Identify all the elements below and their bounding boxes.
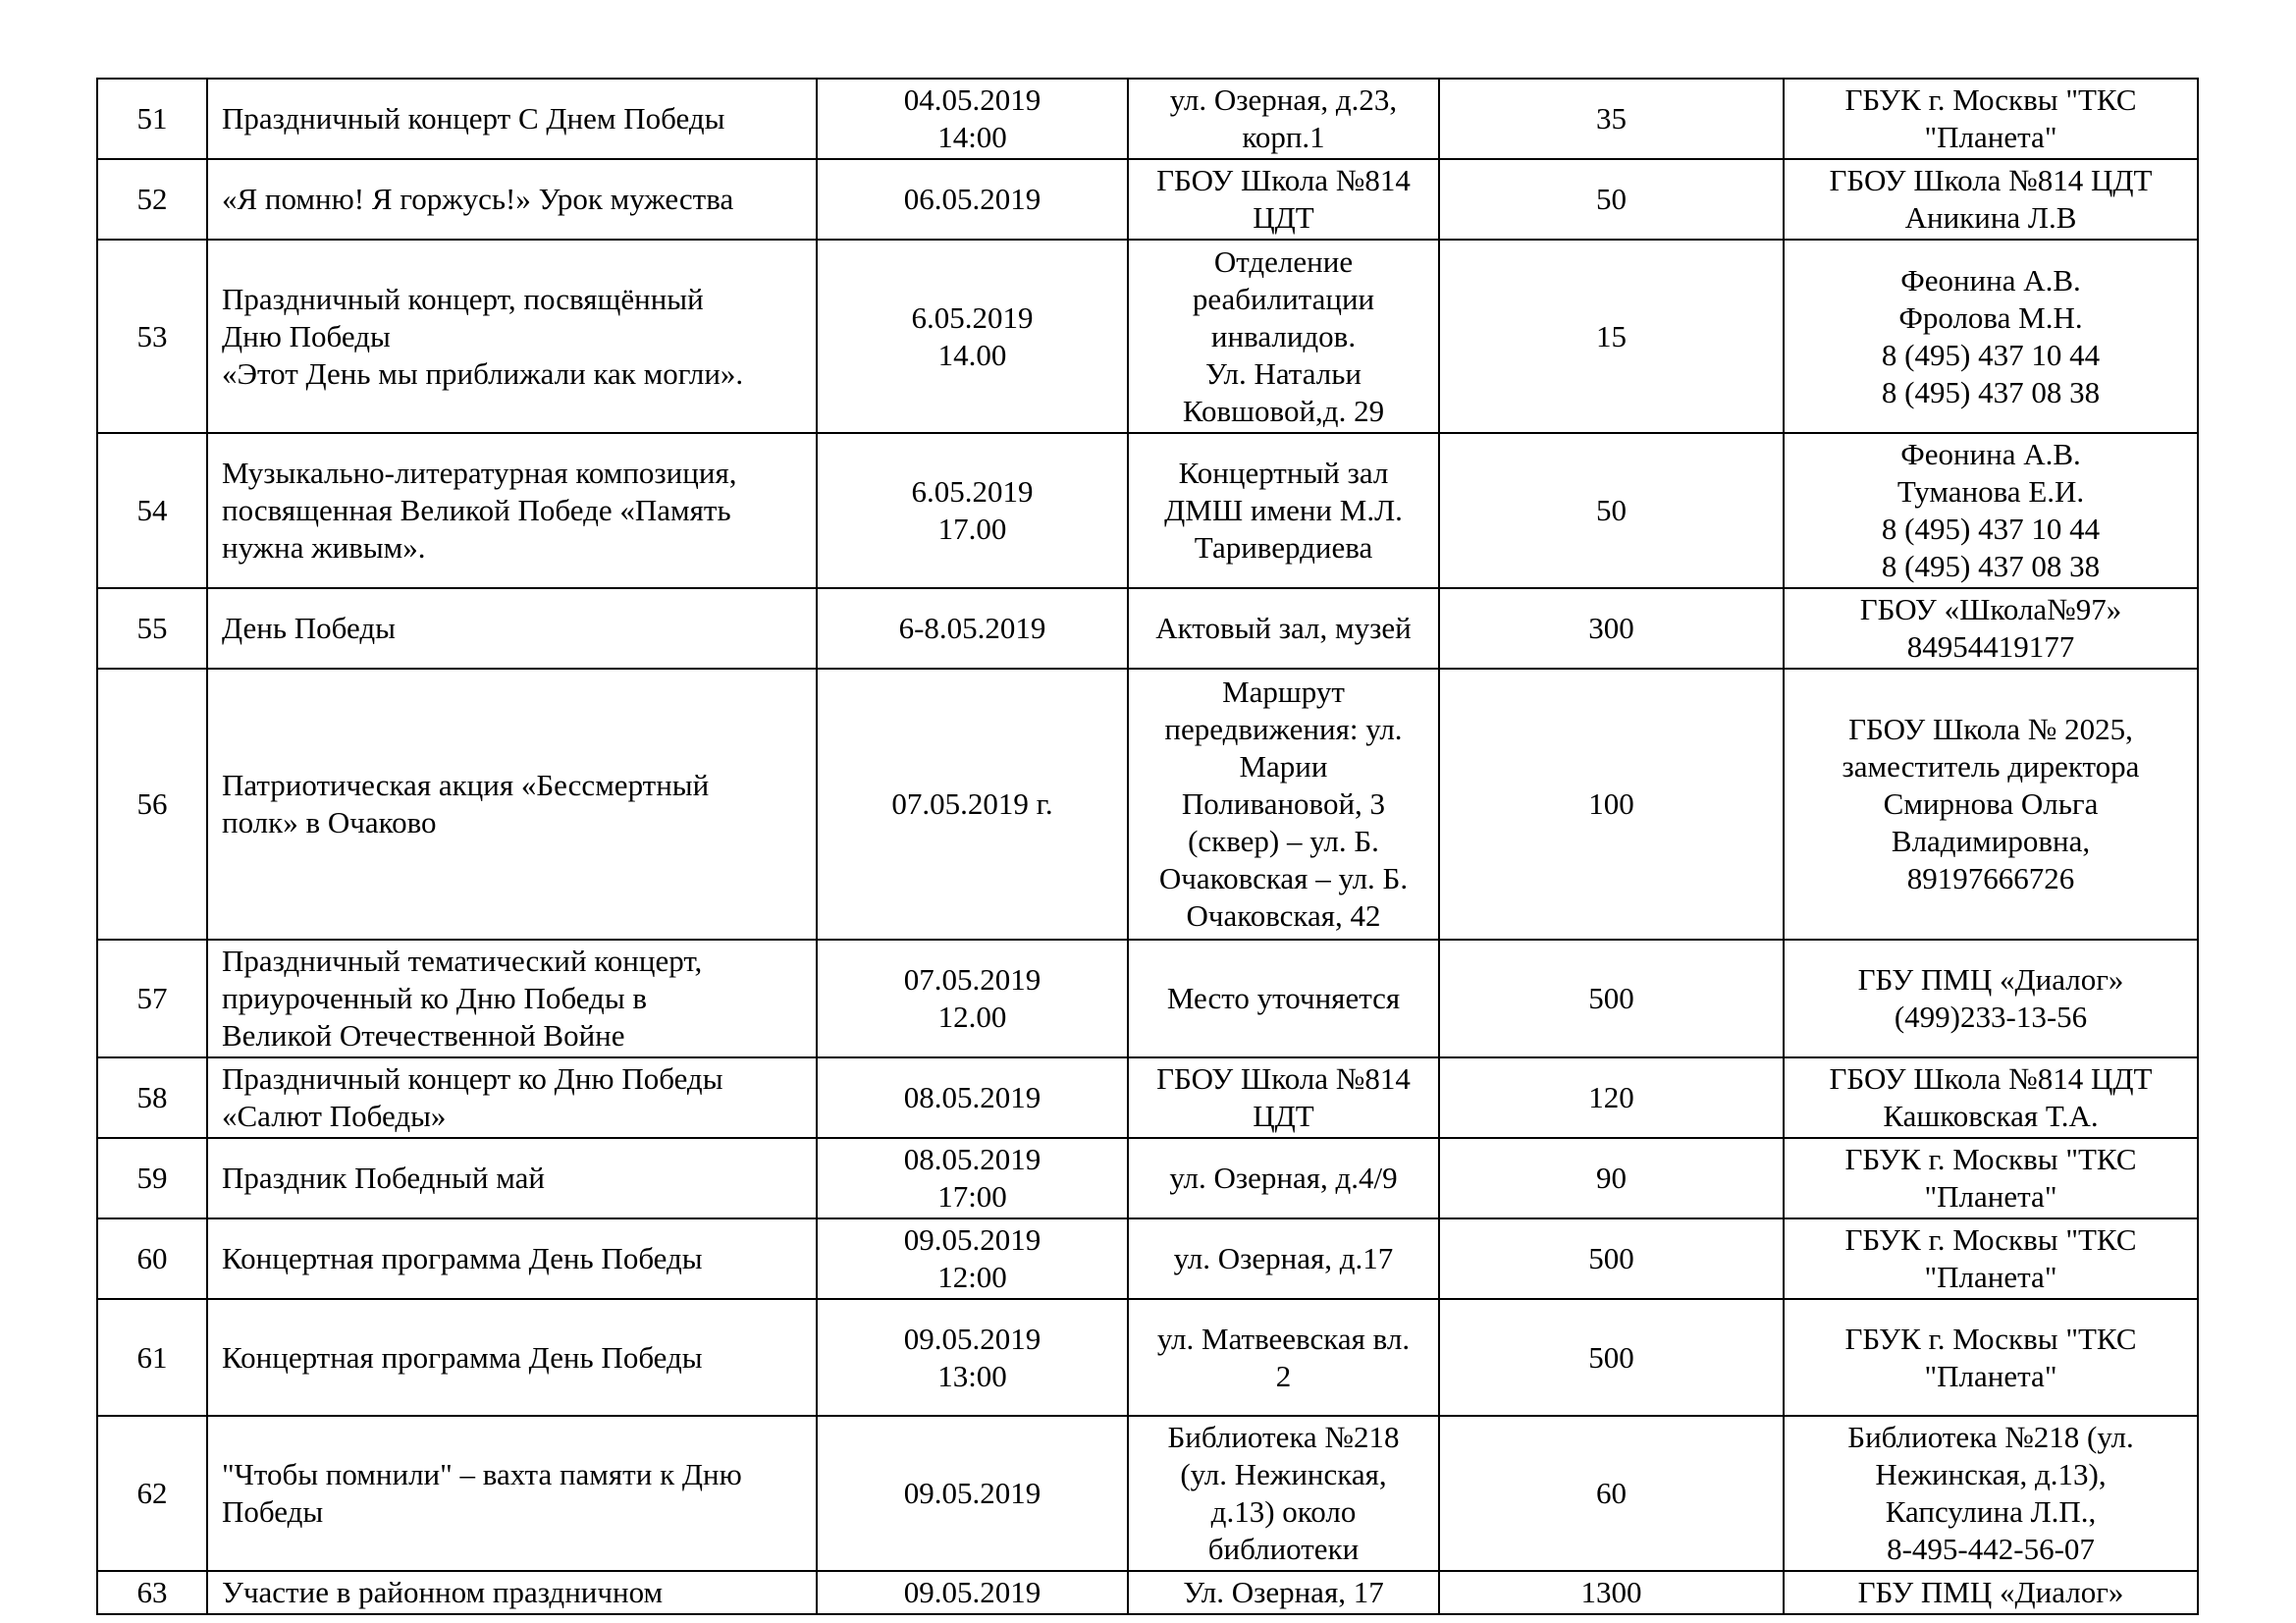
organizer-cell-line: Аникина Л.В bbox=[1904, 200, 2077, 235]
table-row bbox=[97, 433, 2198, 588]
event-place-cell-line: Ул. Натальи bbox=[1205, 355, 1362, 391]
event-title-cell-line: "Чтобы помнили" – вахта памяти к Дню bbox=[222, 1457, 742, 1491]
event-place-cell-line: Место уточняется bbox=[1166, 981, 1401, 1015]
event-place-cell bbox=[1128, 1571, 1439, 1614]
participants-count-cell: 500 bbox=[1439, 1218, 1784, 1299]
organizer-cell bbox=[1784, 159, 2198, 240]
event-place-cell-line: ГБОУ Школа №814 bbox=[1156, 1061, 1411, 1096]
event-date-cell-line: 12.00 bbox=[937, 1000, 1007, 1034]
event-place-cell bbox=[1128, 159, 1439, 240]
event-title-cell bbox=[207, 669, 817, 940]
row-number-cell: 59 bbox=[97, 1138, 207, 1218]
row-number-cell: 52 bbox=[97, 159, 207, 240]
event-date-cell-line: 07.05.2019 г. bbox=[891, 786, 1053, 821]
row-number-cell: 58 bbox=[97, 1057, 207, 1138]
table-row bbox=[97, 669, 2198, 940]
event-title-cell-line: День Победы bbox=[222, 611, 396, 645]
event-date-cell bbox=[817, 588, 1128, 669]
event-place-cell-line: корп.1 bbox=[1242, 120, 1325, 154]
participants-count-cell: 90 bbox=[1439, 1138, 1784, 1218]
event-date-cell-line: 14:00 bbox=[937, 120, 1007, 154]
organizer-cell bbox=[1784, 1218, 2198, 1299]
event-date-cell-line: 6.05.2019 bbox=[911, 299, 1034, 335]
event-title-cell-line: посвященная Великой Победе «Память bbox=[222, 493, 731, 527]
event-place-cell-line: Таривердиева bbox=[1194, 530, 1373, 565]
events-table-body bbox=[97, 79, 2198, 1614]
event-title-cell bbox=[207, 240, 817, 433]
event-date-cell bbox=[817, 159, 1128, 240]
event-place-cell-line: Маршрут bbox=[1222, 675, 1345, 709]
event-title-cell-line: Праздничный концерт С Днем Победы bbox=[222, 101, 725, 135]
event-title-cell bbox=[207, 588, 817, 669]
event-place-cell bbox=[1128, 1138, 1439, 1218]
event-place-cell-line: Концертный зал bbox=[1178, 456, 1389, 490]
table-row bbox=[97, 1057, 2198, 1138]
event-title-cell bbox=[207, 433, 817, 588]
participants-count-cell: 50 bbox=[1439, 159, 1784, 240]
event-place-cell-line: (сквер) – ул. Б. bbox=[1188, 824, 1379, 858]
organizer-cell-line: ГБУК г. Москвы "ТКС bbox=[1844, 1142, 2137, 1176]
organizer-cell-line: ГБОУ Школа №814 ЦДТ bbox=[1829, 163, 2153, 197]
event-place-cell bbox=[1128, 940, 1439, 1057]
row-number-cell: 54 bbox=[97, 433, 207, 588]
organizer-cell-line: Феонина А.В. bbox=[1900, 437, 2081, 471]
event-date-cell-line: 09.05.2019 bbox=[903, 1222, 1041, 1257]
event-title-cell-line: приуроченный ко Дню Победы в bbox=[222, 981, 648, 1015]
organizer-cell-line: Капсулина Л.П., bbox=[1885, 1494, 2097, 1529]
organizer-cell-line: ГБУ ПМЦ «Диалог» bbox=[1857, 962, 2124, 997]
event-place-cell-line: реабилитации bbox=[1192, 281, 1375, 316]
event-place-cell-line: 2 bbox=[1275, 1358, 1292, 1393]
event-title-cell-line: Победы bbox=[222, 1494, 324, 1529]
event-place-cell-line: ЦДТ bbox=[1253, 1099, 1314, 1133]
event-date-cell-line: 14.00 bbox=[937, 337, 1007, 372]
event-title-cell-line: Концертная программа День Победы bbox=[222, 1241, 703, 1275]
organizer-cell-line: Фролова М.Н. bbox=[1898, 299, 2083, 335]
event-place-cell-line: Марии bbox=[1239, 749, 1328, 784]
organizer-cell bbox=[1784, 433, 2198, 588]
participants-count-cell: 1300 bbox=[1439, 1571, 1784, 1614]
event-place-cell-line: Ул. Озерная, 17 bbox=[1183, 1575, 1384, 1609]
event-date-cell-line: 13:00 bbox=[937, 1358, 1007, 1393]
event-place-cell bbox=[1128, 433, 1439, 588]
event-place-cell-line: передвижения: ул. bbox=[1164, 712, 1403, 746]
event-date-cell bbox=[817, 1416, 1128, 1571]
organizer-cell bbox=[1784, 940, 2198, 1057]
event-title-cell-line: «Салют Победы» bbox=[222, 1099, 447, 1133]
organizer-cell-line: ГБОУ Школа №814 ЦДТ bbox=[1829, 1061, 2153, 1096]
organizer-cell-line: ГБУК г. Москвы "ТКС bbox=[1844, 1321, 2137, 1356]
event-place-cell bbox=[1128, 1416, 1439, 1571]
organizer-cell bbox=[1784, 1057, 2198, 1138]
row-number-cell: 63 bbox=[97, 1571, 207, 1614]
event-title-cell bbox=[207, 1571, 817, 1614]
event-date-cell bbox=[817, 1218, 1128, 1299]
event-date-cell-line: 08.05.2019 bbox=[903, 1080, 1041, 1114]
event-date-cell-line: 07.05.2019 bbox=[903, 962, 1041, 997]
table-row bbox=[97, 1299, 2198, 1416]
row-number-cell: 53 bbox=[97, 240, 207, 433]
event-place-cell-line: д.13) около bbox=[1210, 1494, 1357, 1529]
organizer-cell-line: 8 (495) 437 08 38 bbox=[1881, 374, 2101, 409]
event-place-cell-line: ДМШ имени М.Л. bbox=[1164, 493, 1403, 527]
event-title-cell bbox=[207, 1299, 817, 1416]
event-place-cell-line: инвалидов. bbox=[1210, 318, 1357, 353]
event-place-cell-line: ул. Матвеевская вл. bbox=[1156, 1321, 1411, 1356]
event-date-cell bbox=[817, 1138, 1128, 1218]
row-number-cell: 55 bbox=[97, 588, 207, 669]
organizer-cell-line: "Планета" bbox=[1924, 1179, 2057, 1214]
event-place-cell bbox=[1128, 79, 1439, 159]
event-title-cell-line: Патриотическая акция «Бессмертный bbox=[222, 768, 710, 802]
row-number-cell: 61 bbox=[97, 1299, 207, 1416]
participants-count-cell: 50 bbox=[1439, 433, 1784, 588]
participants-count-cell: 60 bbox=[1439, 1416, 1784, 1571]
event-date-cell-line: 09.05.2019 bbox=[903, 1321, 1041, 1356]
event-place-cell bbox=[1128, 1299, 1439, 1416]
organizer-cell bbox=[1784, 1416, 2198, 1571]
organizer-cell-line: "Планета" bbox=[1924, 1358, 2057, 1393]
event-date-cell-line: 04.05.2019 bbox=[903, 82, 1041, 117]
organizer-cell-line: заместитель директора bbox=[1842, 749, 2140, 784]
participants-count-cell: 120 bbox=[1439, 1057, 1784, 1138]
event-date-cell-line: 08.05.2019 bbox=[903, 1142, 1041, 1176]
event-title-cell bbox=[207, 1416, 817, 1571]
participants-count-cell: 300 bbox=[1439, 588, 1784, 669]
event-place-cell-line: (ул. Нежинская, bbox=[1180, 1457, 1387, 1491]
event-place-cell-line: Актовый зал, музей bbox=[1155, 611, 1412, 645]
event-title-cell-line: «Я помню! Я горжусь!» Урок мужества bbox=[222, 182, 734, 216]
organizer-cell-line: ГБУК г. Москвы "ТКС bbox=[1844, 1222, 2137, 1257]
organizer-cell bbox=[1784, 1299, 2198, 1416]
document-page bbox=[96, 78, 2197, 1615]
row-number-cell: 51 bbox=[97, 79, 207, 159]
row-number-cell: 60 bbox=[97, 1218, 207, 1299]
event-date-cell bbox=[817, 240, 1128, 433]
organizer-cell-line: ГБОУ Школа № 2025, bbox=[1848, 712, 2133, 746]
organizer-cell-line: 8 (495) 437 08 38 bbox=[1881, 549, 2101, 583]
event-date-cell bbox=[817, 1571, 1128, 1614]
organizer-cell-line: 8 (495) 437 10 44 bbox=[1881, 512, 2101, 546]
organizer-cell-line: 8 (495) 437 10 44 bbox=[1881, 337, 2101, 372]
event-date-cell-line: 12:00 bbox=[937, 1260, 1007, 1294]
event-place-cell bbox=[1128, 669, 1439, 940]
event-date-cell-line: 06.05.2019 bbox=[903, 182, 1041, 216]
organizer-cell-line: 84954419177 bbox=[1906, 629, 2075, 664]
event-place-cell-line: ул. Озерная, д.17 bbox=[1173, 1241, 1394, 1275]
event-place-cell-line: ГБОУ Школа №814 bbox=[1156, 163, 1411, 197]
organizer-cell bbox=[1784, 79, 2198, 159]
row-number-cell: 62 bbox=[97, 1416, 207, 1571]
event-title-cell-line: Концертная программа День Победы bbox=[222, 1339, 703, 1375]
event-title-cell-line: Праздник Победный май bbox=[222, 1161, 545, 1195]
event-date-cell bbox=[817, 433, 1128, 588]
event-date-cell bbox=[817, 1299, 1128, 1416]
event-place-cell bbox=[1128, 240, 1439, 433]
row-number-cell: 57 bbox=[97, 940, 207, 1057]
event-date-cell bbox=[817, 669, 1128, 940]
event-place-cell bbox=[1128, 1057, 1439, 1138]
event-title-cell-line: Участие в районном праздничном bbox=[222, 1575, 664, 1609]
organizer-cell-line: "Планета" bbox=[1924, 1260, 2057, 1294]
event-date-cell-line: 09.05.2019 bbox=[903, 1476, 1041, 1510]
organizer-cell-line: Кашковская Т.А. bbox=[1883, 1099, 2099, 1133]
organizer-cell-line: ГБУ ПМЦ «Диалог» bbox=[1857, 1575, 2124, 1609]
event-place-cell-line: ул. Озерная, д.4/9 bbox=[1169, 1161, 1398, 1195]
organizer-cell-line: (499)233-13-56 bbox=[1894, 1000, 2088, 1034]
event-title-cell-line: Музыкально-литературная композиция, bbox=[222, 456, 737, 490]
row-number-cell: 56 bbox=[97, 669, 207, 940]
event-title-cell bbox=[207, 1138, 817, 1218]
event-date-cell-line: 09.05.2019 bbox=[903, 1575, 1041, 1609]
event-date-cell bbox=[817, 79, 1128, 159]
event-place-cell-line: Очаковская – ул. Б. bbox=[1158, 861, 1409, 895]
table-row bbox=[97, 588, 2198, 669]
participants-count-cell: 500 bbox=[1439, 940, 1784, 1057]
event-place-cell bbox=[1128, 1218, 1439, 1299]
organizer-cell-line: Нежинская, д.13), bbox=[1875, 1457, 2107, 1491]
organizer-cell bbox=[1784, 240, 2198, 433]
event-date-cell-line: 17.00 bbox=[937, 512, 1007, 546]
organizer-cell bbox=[1784, 1571, 2198, 1614]
organizer-cell-line: Туманова Е.И. bbox=[1896, 474, 2085, 509]
participants-count-cell: 35 bbox=[1439, 79, 1784, 159]
organizer-cell-line: Библиотека №218 (ул. bbox=[1847, 1420, 2134, 1454]
event-place-cell-line: ЦДТ bbox=[1253, 200, 1314, 235]
event-date-cell bbox=[817, 940, 1128, 1057]
event-date-cell-line: 17:00 bbox=[937, 1179, 1007, 1214]
event-title-cell-line: «Этот День мы приближали как могли». bbox=[222, 355, 744, 391]
organizer-cell-line: 89197666726 bbox=[1906, 861, 2075, 895]
organizer-cell-line: Феонина А.В. bbox=[1900, 262, 2081, 298]
participants-count-cell: 100 bbox=[1439, 669, 1784, 940]
participants-count-cell: 500 bbox=[1439, 1299, 1784, 1416]
event-title-cell bbox=[207, 1218, 817, 1299]
organizer-cell-line: Смирнова Ольга bbox=[1883, 786, 2099, 821]
event-title-cell-line: Дню Победы bbox=[222, 318, 391, 353]
event-title-cell bbox=[207, 1057, 817, 1138]
organizer-cell-line: ГБУК г. Москвы "ТКС bbox=[1844, 82, 2137, 117]
organizer-cell-line: Владимировна, bbox=[1891, 824, 2091, 858]
organizer-cell-line: "Планета" bbox=[1924, 120, 2057, 154]
event-title-cell-line: полк» в Очаково bbox=[222, 805, 437, 839]
event-title-cell bbox=[207, 940, 817, 1057]
table-row bbox=[97, 79, 2198, 159]
event-place-cell-line: ул. Озерная, д.23, bbox=[1169, 82, 1398, 117]
event-place-cell-line: библиотеки bbox=[1207, 1532, 1360, 1566]
event-place-cell-line: Ковшовой,д. 29 bbox=[1182, 393, 1385, 428]
table-row bbox=[97, 1416, 2198, 1571]
event-title-cell-line: Праздничный концерт, посвящённый bbox=[222, 281, 704, 316]
organizer-cell bbox=[1784, 588, 2198, 669]
event-place-cell bbox=[1128, 588, 1439, 669]
event-title-cell bbox=[207, 159, 817, 240]
event-place-cell-line: Поливановой, 3 bbox=[1181, 786, 1386, 821]
table-row bbox=[97, 1138, 2198, 1218]
event-title-cell-line: Праздничный концерт ко Дню Победы bbox=[222, 1061, 723, 1096]
event-place-cell-line: Отделение bbox=[1213, 243, 1354, 279]
event-title-cell-line: нужна живым». bbox=[222, 530, 426, 565]
event-date-cell-line: 6.05.2019 bbox=[911, 474, 1034, 509]
table-row bbox=[97, 240, 2198, 433]
table-row bbox=[97, 940, 2198, 1057]
table-row bbox=[97, 159, 2198, 240]
event-date-cell bbox=[817, 1057, 1128, 1138]
organizer-cell-line: ГБОУ «Школа№97» bbox=[1859, 592, 2122, 626]
organizer-cell bbox=[1784, 669, 2198, 940]
event-date-cell-line: 6-8.05.2019 bbox=[898, 611, 1046, 645]
event-place-cell-line: Очаковская, 42 bbox=[1186, 898, 1381, 933]
participants-count-cell: 15 bbox=[1439, 240, 1784, 433]
table-row bbox=[97, 1571, 2198, 1614]
event-title-cell-line: Праздничный тематический концерт, bbox=[222, 944, 703, 978]
table-row bbox=[97, 1218, 2198, 1299]
organizer-cell bbox=[1784, 1138, 2198, 1218]
events-table bbox=[96, 78, 2199, 1615]
event-title-cell bbox=[207, 79, 817, 159]
organizer-cell-line: 8-495-442-56-07 bbox=[1887, 1532, 2095, 1566]
event-place-cell-line: Библиотека №218 bbox=[1167, 1420, 1400, 1454]
event-title-cell-line: Великой Отечественной Войне bbox=[222, 1018, 625, 1053]
